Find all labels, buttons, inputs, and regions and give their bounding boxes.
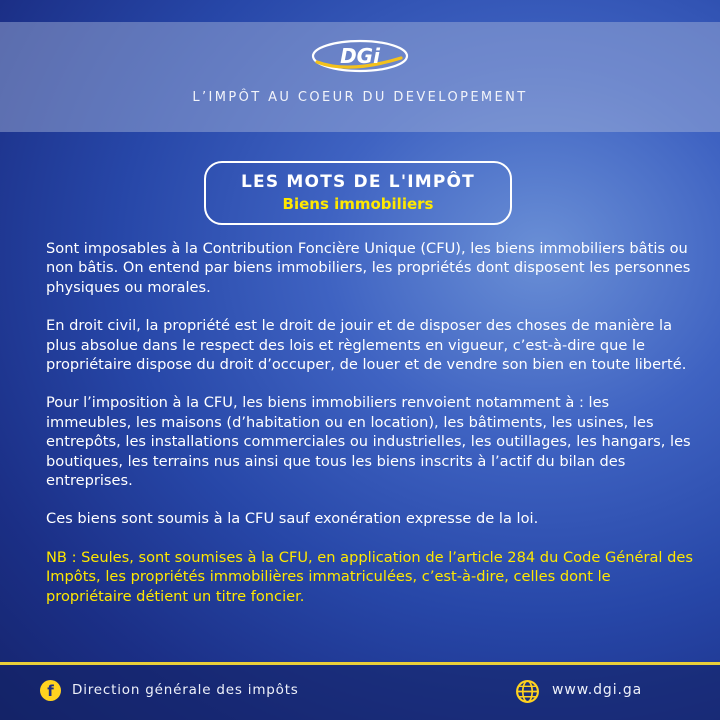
globe-icon	[515, 679, 540, 704]
paragraph-1: Sont imposables à la Contribution Foncière Unique (CFU), les biens immobiliers bâtis ou non bâtis. On entend par biens immobiliers, les propriétés dont disposent les personnes physiques ou morales.	[46, 240, 691, 296]
title-box	[204, 161, 512, 225]
dgi-logo	[309, 38, 411, 74]
tagline: L’IMPÔT AU COEUR DU DEVELOPEMENT	[192, 90, 528, 105]
logo-text: DGi	[340, 44, 380, 68]
facebook-icon[interactable]: f	[40, 680, 61, 701]
paragraph-4: Ces biens sont soumis à la CFU sauf exonération expresse de la loi.	[46, 510, 539, 528]
website-link[interactable]: www.dgi.ga	[552, 682, 643, 698]
note-paragraph: NB : Seules, sont soumises à la CFU, en application de l’article 284 du Code Général des Impôts, les propriétés immobilières immatriculées, c’est-à-dire, celles dont le propriétaire détient un titre foncier.	[46, 548, 693, 605]
page-title: LES MOTS DE L'IMPÔT	[241, 172, 475, 192]
footer-organization-link[interactable]: Direction générale des impôts	[72, 682, 299, 698]
paragraph-3: Pour l’imposition à la CFU, les biens immobiliers renvoient notamment à : les immeubles, les maisons (d’habitation ou en location), les bâtiments, les usines, les entrepôts, les installations commerciales ou industrielles, les outillages, les hangars, les boutiques, les terrains nus ainsi que tous les biens inscrits à l’actif du bilan des entreprises.	[46, 394, 691, 490]
paragraph-2: En droit civil, la propriété est le droit de jouir et de disposer des choses de manière la plus absolue dans le respect des lois et règlements en vigueur, c’est-à-dire que le propriétaire dispose du droit d’occuper, de louer et de vendre son bien en toute liberté.	[46, 317, 687, 374]
content-body	[46, 239, 696, 625]
page-subtitle: Biens immobiliers	[282, 195, 434, 213]
